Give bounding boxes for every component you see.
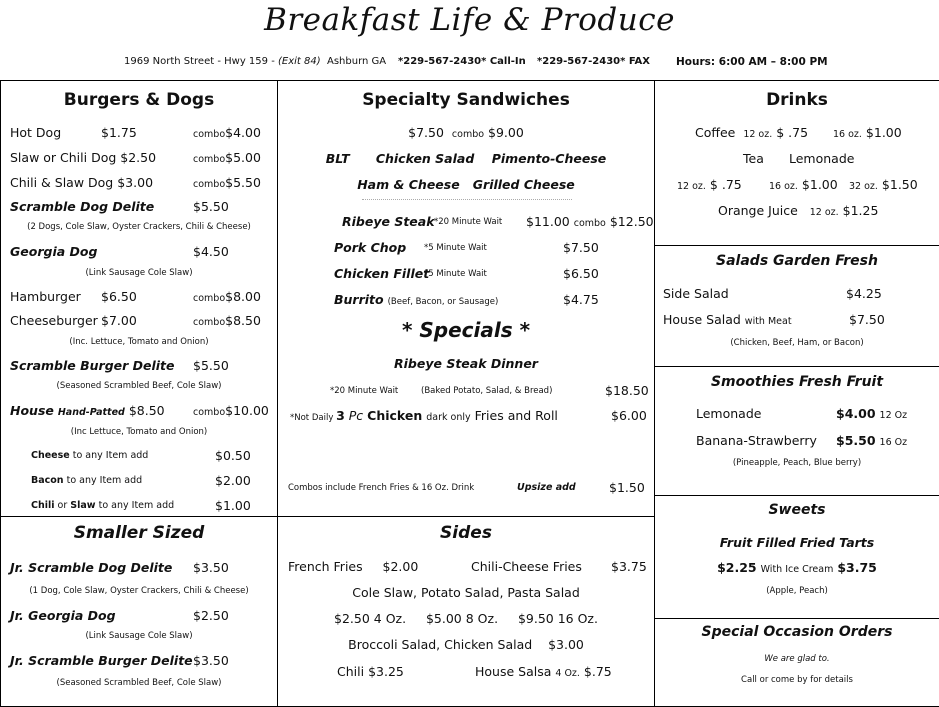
- cole-slaw: Cole Slaw, Potato Salad, Pasta Salad: [352, 585, 580, 600]
- scramble-burger-note: (Seasoned Scrambled Beef, Cole Slaw): [56, 381, 222, 391]
- dinner-price: $18.50: [605, 383, 649, 398]
- house-combo-price: $10.00: [225, 403, 269, 418]
- specialty-price: $7.50 combo $9.00: [408, 125, 524, 140]
- smoothie-banana: Banana-Strawberry: [696, 433, 817, 448]
- add-bacon: Bacon to any Item add: [31, 475, 143, 486]
- tl-32: 32 oz. $1.50: [849, 177, 918, 192]
- hotdog-combo-price: $4.00: [225, 125, 261, 140]
- occasion-glad: We are glad to.: [764, 654, 830, 664]
- scramble-burger-price: $5.50: [193, 358, 229, 373]
- ribeye-wait: *20 Minute Wait: [434, 217, 503, 227]
- jr-scramble-burger: Jr. Scramble Burger Delite: [10, 653, 193, 668]
- chili: Chili $3.25: [337, 664, 404, 679]
- coffee: Coffee 12 oz. $ .75: [695, 125, 809, 140]
- header-hours: Hours: 6:00 AM – 8:00 PM: [676, 56, 828, 68]
- drinks-panel: [654, 80, 939, 246]
- jr-scramble-dog: Jr. Scramble Dog Delite: [10, 560, 173, 575]
- hamburger-price: $6.50: [101, 289, 137, 304]
- chili-slaw-dog: Chili & Slaw Dog $3.00: [10, 175, 154, 190]
- jr-scramble-burger-note: (Seasoned Scrambled Beef, Cole Slaw): [56, 678, 222, 688]
- georgia-dog-note: (Link Sausage Cole Slaw): [85, 268, 193, 278]
- sweets-note: (Apple, Peach): [766, 586, 828, 596]
- page-title: Breakfast Life & Produce: [264, 2, 675, 38]
- add-cheese: Cheese to any Item add: [31, 450, 149, 461]
- scramble-dog-price: $5.50: [193, 199, 229, 214]
- fried-tarts: Fruit Filled Fried Tarts: [719, 535, 875, 550]
- upsize: Upsize add: [517, 482, 576, 493]
- broccoli-salad: Broccoli Salad, Chicken Salad $3.00: [348, 637, 584, 652]
- smoothie-lemonade-price: $4.00 12 Oz: [836, 406, 908, 421]
- tarts-price: $2.25 With Ice Cream $3.75: [717, 560, 877, 575]
- chili-cheese-fries-price: $3.75: [611, 559, 647, 574]
- fillet-wait: *5 Minute Wait: [424, 269, 487, 279]
- combos-note: Combos include French Fries & 16 Oz. Drink: [288, 483, 475, 493]
- hamburger-combo-price: $8.00: [225, 289, 261, 304]
- occasion-heading: Special Occasion Orders: [701, 624, 893, 640]
- smaller-panel: [0, 516, 278, 707]
- salads-panel: [654, 245, 939, 367]
- pork-wait: *5 Minute Wait: [424, 243, 487, 253]
- drinks-heading: Drinks: [766, 90, 828, 110]
- sweets-panel: [654, 495, 939, 619]
- french-fries: French Fries $2.00: [288, 559, 419, 574]
- smoothie-lemonade: Lemonade: [696, 406, 762, 421]
- sides-heading: Sides: [440, 523, 492, 543]
- occasion-panel: [654, 618, 939, 707]
- georgia-dog-price: $4.50: [193, 244, 229, 259]
- house-note: (Inc Lettuce, Tomato and Onion): [70, 427, 208, 437]
- side-salad: Side Salad: [663, 286, 729, 301]
- burgers-panel: Burgers & Dogs Hot Dog $1.75 combo$4.00 Slaw or Chili Dog $2.50 combo$5.00 Chili & Slaw Dog $3.00 combo$5.50 Scramble Dog Delite $5.50 (2 Dogs, Cole Slaw, Oyster Crackers, Chili & Cheese) Georgia Dog $4.50 (Link Sausage Cole Slaw) Hamburger $6.50 combo$8.00 Cheeseburger $7.00 combo$8.50 (Inc. Lettuce, Tomato and Onion) Scramble Burger Delite $5.50 (Seasoned Scrambled Beef, Cole Slaw) House Hand-Patted $8.50 combo$10.00 (Inc Lettuce, Tomato and Onion) Cheese to any Item add $0.50 Bacon to any Item add $2.00 Chili or Slaw to any Item add $1.00: [0, 80, 278, 517]
- add-cheese-price: $0.50: [215, 448, 251, 463]
- house-salsa: House Salsa 4 Oz. $.75: [475, 664, 612, 679]
- ribeye-steak: Ribeye Steak: [342, 214, 435, 229]
- georgia-dog: Georgia Dog: [10, 244, 98, 259]
- smaller-heading: Smaller Sized: [73, 523, 205, 543]
- add-chili: Chili or Slaw to any Item add: [31, 500, 175, 511]
- hotdog-combo: combo: [193, 129, 226, 140]
- cheeseburger-combo-price: $8.50: [225, 313, 261, 328]
- chicken-special-price: $6.00: [611, 408, 647, 423]
- salads-heading: Salads Garden Fresh: [716, 253, 878, 269]
- side-salad-price: $4.25: [846, 286, 882, 301]
- add-bacon-price: $2.00: [215, 473, 251, 488]
- specials-heading: * Specials *: [401, 318, 531, 342]
- burger-note: (Inc. Lettuce, Tomato and Onion): [69, 337, 209, 347]
- smoothies-panel: [654, 366, 939, 496]
- specialty-row1: BLT Chicken Salad Pimento-Cheese: [325, 151, 607, 166]
- upsize-price: $1.50: [609, 480, 645, 495]
- orange-juice: Orange Juice 12 oz. $1.25: [718, 203, 879, 218]
- hamburger: Hamburger: [10, 289, 81, 304]
- tl-16: 16 oz. $1.00: [769, 177, 838, 192]
- hotdog-price: $1.75: [101, 125, 137, 140]
- jr-scramble-dog-note: (1 Dog, Cole Slaw, Oyster Crackers, Chili & Cheese): [29, 586, 249, 596]
- divider: [362, 199, 572, 200]
- jr-georgia-dog: Jr. Georgia Dog: [10, 608, 116, 623]
- burrito-price: $4.75: [563, 292, 599, 307]
- tea: Tea: [743, 151, 764, 166]
- salads-note: (Chicken, Beef, Ham, or Bacon): [730, 338, 864, 348]
- slaw-combo-price: $5.00: [225, 150, 261, 165]
- scramble-dog-note: (2 Dogs, Cole Slaw, Oyster Crackers, Chili & Cheese): [27, 222, 251, 232]
- cheeseburger: Cheeseburger: [10, 313, 98, 328]
- burgers-heading: Burgers & Dogs: [63, 90, 215, 110]
- scramble-dog-delite: Scramble Dog Delite: [10, 199, 155, 214]
- header-callin: *229-567-2430* Call-In: [398, 56, 526, 67]
- chicken-special: *Not Daily 3 Pc Chicken dark only Fries and Roll: [290, 408, 558, 423]
- burrito: Burrito (Beef, Bacon, or Sausage): [334, 292, 499, 307]
- smoothies-note: (Pineapple, Peach, Blue berry): [732, 458, 862, 468]
- jr-georgia-dog-price: $2.50: [193, 608, 229, 623]
- specialty-panel: [277, 80, 655, 517]
- smoothies-heading: Smoothies Fresh Fruit: [710, 374, 884, 390]
- lemonade: Lemonade: [789, 151, 855, 166]
- chicken-fillet: Chicken Fillet: [334, 266, 430, 281]
- hotdog: Hot Dog: [10, 125, 62, 140]
- scramble-burger-delite: Scramble Burger Delite: [10, 358, 175, 373]
- slaw-dog: Slaw or Chili Dog $2.50: [10, 150, 157, 165]
- chili-combo-price: $5.50: [225, 175, 261, 190]
- ribeye-dinner: Ribeye Steak Dinner: [394, 356, 538, 371]
- header-fax: *229-567-2430* FAX: [537, 56, 650, 67]
- jr-scramble-dog-price: $3.50: [193, 560, 229, 575]
- coffee-16: 16 oz. $1.00: [833, 125, 902, 140]
- specialty-heading: Specialty Sandwiches: [362, 90, 570, 110]
- pork-chop: Pork Chop: [334, 240, 407, 255]
- cheeseburger-price: $7.00: [101, 313, 137, 328]
- house-salad-price: $7.50: [849, 312, 885, 327]
- ribeye-price: $11.00 combo $12.50: [526, 214, 654, 229]
- jr-georgia-dog-note: (Link Sausage Cole Slaw): [85, 631, 193, 641]
- tl-12: 12 oz. $ .75: [677, 177, 742, 192]
- fillet-price: $6.50: [563, 266, 599, 281]
- specialty-row2: Ham & Cheese Grilled Cheese: [357, 177, 575, 192]
- add-chili-price: $1.00: [215, 498, 251, 513]
- sides-panel: [277, 516, 655, 707]
- smoothie-banana-price: $5.50 16 Oz: [836, 433, 908, 448]
- dinner-wait: *20 Minute Wait: [330, 386, 399, 396]
- dinner-note: (Baked Potato, Salad, & Bread): [421, 386, 553, 396]
- sides-sizes: $2.50 4 Oz. $5.00 8 Oz. $9.50 16 Oz.: [334, 611, 598, 626]
- header-address: 1969 North Street - Hwy 159 - (Exit 84) Ashburn GA: [124, 56, 387, 67]
- house-salad: House Salad with Meat: [663, 312, 792, 327]
- house-burger: House Hand-Patted $8.50: [10, 403, 165, 418]
- chili-cheese-fries: Chili-Cheese Fries: [471, 559, 582, 574]
- occasion-call: Call or come by for details: [741, 675, 853, 685]
- pork-price: $7.50: [563, 240, 599, 255]
- jr-scramble-burger-price: $3.50: [193, 653, 229, 668]
- sweets-heading: Sweets: [768, 502, 826, 518]
